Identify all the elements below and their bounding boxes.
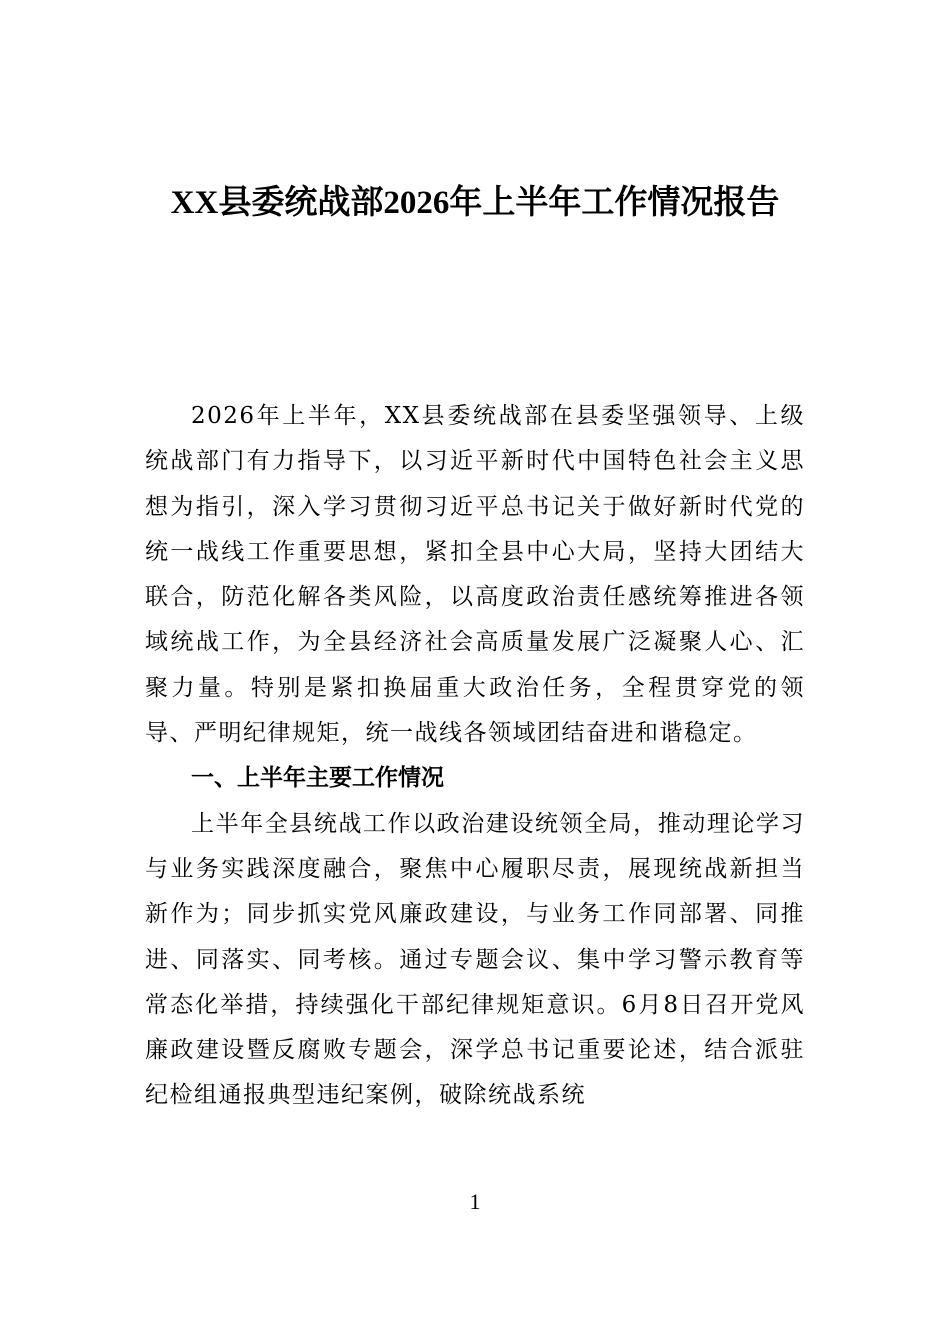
section-heading: 一、上半年主要工作情况 xyxy=(191,765,444,792)
page-number: 1 xyxy=(469,1189,481,1214)
intro-paragraph: 2026年上半年，XX县委统战部在县委坚强领导、上级统战部门有力指导下，以习近平新时代中国特色社会主义思想为指引，深入学习贯彻习近平总书记关于做好新时代党的统一战线工作重要思想，紧扣全县中心大局，坚持大团结大联合，防范化解各类风险，以高度政治责任感统筹推进各领域统战工作，为全县经济社会高质量发展广泛凝聚人心、汇聚力量。特别是紧扣换届重大政治任务，全程贯穿党的领导、严明纪律规矩，统一战线各领域团结奋进和谐稳定。 xyxy=(145,403,805,747)
document-title: XX县委统战部2026年上半年工作情况报告 xyxy=(170,185,780,221)
document-body xyxy=(145,394,805,1119)
section-paragraph: 上半年全县统战工作以政治建设统领全局，推动理论学习与业务实践深度融合，聚焦中心履职尽责，展现统战新担当新作为；同步抓实党风廉政建设，与业务工作同部署、同推进、同落实、同考核。通过专题会议、集中学习警示教育等常态化举措，持续强化干部纪律规矩意识。6月8日召开党风廉政建设暨反腐败专题会，深学总书记重要论述，结合派驻纪检组通报典型违纪案例，破除统战系统 xyxy=(145,810,805,1109)
